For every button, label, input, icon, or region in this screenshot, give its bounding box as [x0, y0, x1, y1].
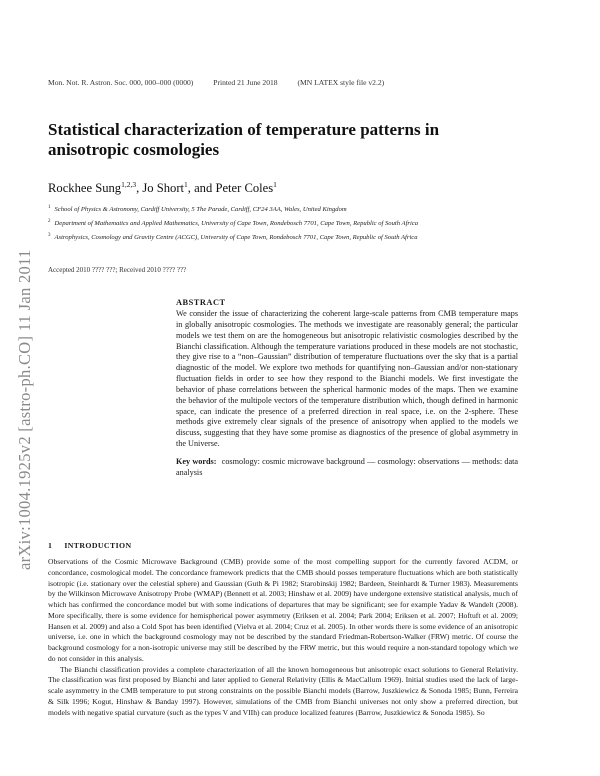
author-name: Peter Coles: [215, 181, 274, 196]
author-affiliation-marker: 1: [184, 180, 188, 189]
author-affiliation-marker: 1,2,3: [121, 180, 137, 189]
arxiv-identifier: [2, 190, 42, 570]
affiliation-item: [48, 230, 600, 244]
introduction-body: [48, 557, 518, 718]
affiliation-item: [48, 216, 600, 230]
abstract-section: [176, 298, 518, 478]
affiliation-number: 2: [48, 219, 51, 225]
author-list: [48, 180, 277, 196]
journal-citation: Mon. Not. R. Astron. Soc. 000, 000–000 (0000): [48, 78, 194, 87]
abstract-heading: ABSTRACT: [176, 298, 226, 307]
paragraph: The Bianchi classification provides a complete characterization of all the known homogeneous but anisotropic exact solutions to General Relativity. The classification was first proposed by Bianchi and later applied to General Relativity (Ellis & MacCallum 1969). Initial studies used the lack of large-scale asymmetry in the CMB temperature to put strong constraints on the possible Bianchi models (Barrow, Juszkiewicz & Sonoda 1985; Bunn, Ferreira & Silk 1996; Kogut, Hinshaw & Banday 1997). However, simulations of the CMB from Bianchi universes not only show a preferred direction, but models with negative spatial curvature (such as the types V and VIIh) can produce localized features (Barrow, Juszkiewicz & Sonoda 1985). So: [48, 664, 518, 717]
style-file-note: (MN LATEX style file v2.2): [297, 78, 385, 87]
author-affiliation-marker: 1: [273, 180, 277, 189]
abstract-body: We consider the issue of characterizing the coherent large-scale patterns from CMB temperature maps in globally anisotropic cosmologies. The methods we investigate are reasonably general; the particular models we test them on are the homogeneous but anisotropic relativistic cosmologies described by the Bianchi classification. Although the temperature variations produced in these models are not stochastic, they give rise to a “non–Gaussian” distribution of temperature fluctuations over the sky that is a partial diagnostic of the model. We explore two methods for quantifying non–Gaussian and/or non-stationary fluctuation fields in order to see how they respond to the Bianchi models. We first investigate the behavior of phase correlations between the spherical harmonic modes of the maps. Then we examine the behavior of the multipole vectors of the temperature distribution which, though defined in harmonic space, can indicate the presence of a preferred direction in real space, i.e. on the 2-sphere. These methods give extremely clear signals of the presence of anisotropy when applied to the models we discuss, suggesting that they have some promise as diagnostics of the presence of global asymmetry in the Universe.: [176, 309, 518, 449]
author-name: Rockhee Sung: [48, 181, 122, 196]
author-separator: , and: [187, 181, 216, 196]
section-title: INTRODUCTION: [64, 541, 132, 550]
acceptance-dates: Accepted 2010 ???? ???; Received 2010 ???? ???: [48, 266, 187, 274]
author-separator: ,: [136, 181, 143, 196]
keywords: [176, 456, 518, 478]
section-heading: [48, 541, 132, 550]
affiliation-text: Astrophysics, Cosmology and Gravity Centre (ACGC), University of Cape Town, Rondebosch 7701, Cape Town, Republic of South Africa: [54, 234, 418, 242]
affiliation-text: Department of Mathematics and Applied Mathematics, University of Cape Town, Rondebosch 7701, Cape Town, Republic of South Africa: [54, 220, 419, 228]
arxiv-identifier-text: arXiv:1004.1925v2 [astro-ph.CO] 11 Jan 2011: [15, 249, 34, 570]
affiliation-text: School of Physics & Astronomy, Cardiff University, 5 The Parade, Cardiff, CF24 3AA, Wales, United Kingdom: [54, 206, 347, 214]
section-number: 1: [48, 541, 53, 550]
paper-title: Statistical characterization of temperature patterns in anisotropic cosmologies: [48, 120, 440, 159]
affiliation-number: 1: [48, 205, 51, 210]
paragraph: Observations of the Cosmic Microwave Background (CMB) provide some of the most compelling support for the currently favored ΛCDM, or concordance, cosmological model. The concordance framework predicts that the CMB should posses temperature fluctuations which are both statistically isotropic (i.e. stationary over the celestial sphere) and Gaussian (Guth & Pi 1982; Starobinskij 1982; Bardeen, Steinhardt & Turner 1983). Measurements by the Wilkinson Microwave Anisotropy Probe (WMAP) (Bennett et al. 2003; Hinshaw et al. 2009) have undergone extensive statistical analysis, much of which has confirmed the concordance model but with some indications of departures that may be significant; see for example Yadav & Wandelt (2008). More specifically, there is some evidence for hemispherical power asymmetry (Eriksen et al. 2004; Park 2004; Eriksen et al. 2007; Hoftuft et al. 2009; Hansen et al. 2009) and also a Cold Spot has been identified (Vielva et al. 2004; Cruz et al. 2005). In other words there is some evidence of an anisotropic universe, i.e. one in which the background cosmology may not be described by the standard Friedman-Robertson-Walker (FRW) metric. Of course the background cosmology for a non-isotropic universe may still be described by the FRW metric, but this would require a non-standard topology which we do not consider in this analysis.: [48, 557, 518, 663]
affiliation-number: 3: [48, 233, 51, 239]
print-date: Printed 21 June 2018: [213, 78, 278, 87]
affiliation-item: [48, 202, 600, 216]
affiliation-list: [48, 202, 600, 245]
keywords-text: cosmology: cosmic microwave background — cosmology: observations — methods: data analysis: [176, 456, 518, 477]
author-name: Jo Short: [142, 181, 185, 196]
keywords-label: Key words:: [176, 456, 217, 466]
journal-header: [48, 78, 402, 87]
